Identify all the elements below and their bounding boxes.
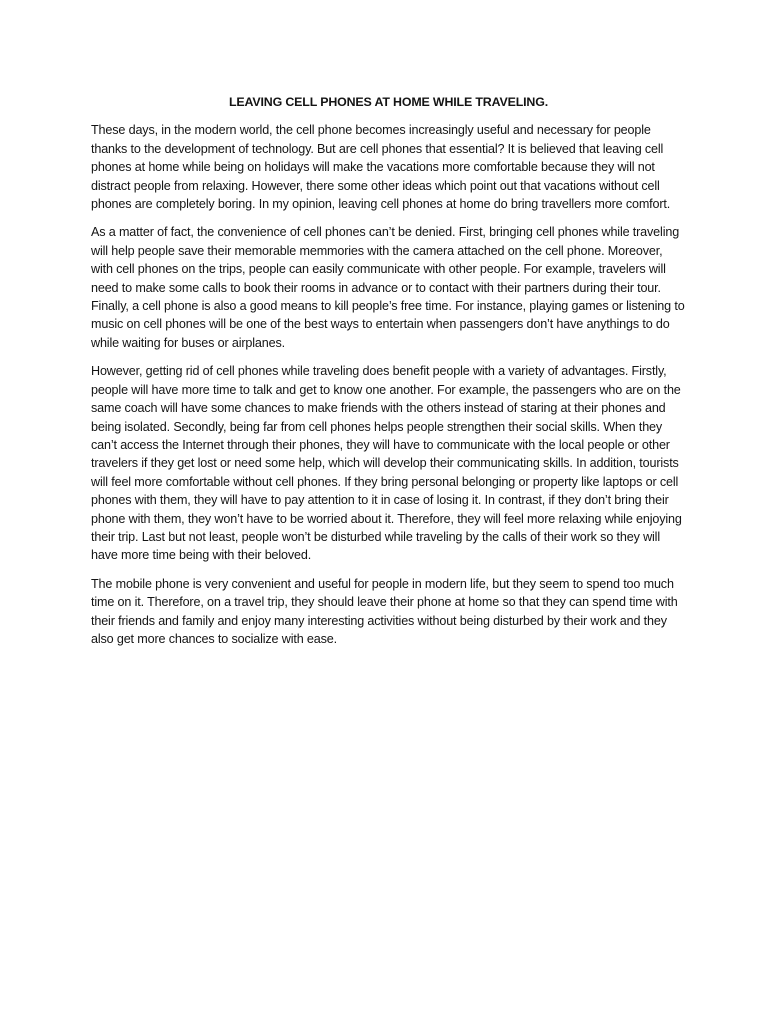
paragraph-conclusion: The mobile phone is very convenient and useful for people in modern life, but they seem to spend too much time on it. Therefore, on a travel trip, they should leave their phone at home so that they can spend time with their friends and family and enjoy many interesting activities without being disturbed by their work and they also get more chances to socialize with ease. bbox=[91, 576, 678, 646]
paragraph-advantages: However, getting rid of cell phones while traveling does benefit people with a variety of advantages. Firstly, people will have more time to talk and get to know one another. For example, the passengers who are on the same coach will have some chances to make friends with the others instead of staring at their phones and being isolated. Secondly, being far from cell phones helps people strengthen their social skills. When they can’t access the Internet through their phones, they will have to communicate with the local people or other travelers if they get lost or need some help, which will develop their communicating skills. In addition, tourists will feel more comfortable without cell phones. If they bring personal belonging or property like laptops or cell phones with them, they will have to pay attention to it in case of losing it. In contrast, if they don’t bring their phone with them, they won’t have to be worried about it. Therefore, they will feel more relaxing while enjoying their trip. Last but not least, people won’t be disturbed while traveling by the calls of their work so they will have more time being with their beloved. bbox=[91, 364, 682, 563]
document-title: LEAVING CELL PHONES AT HOME WHILE TRAVELING. bbox=[228, 95, 548, 109]
paragraph-introduction: These days, in the modern world, the cell phone becomes increasingly useful and necessary for people thanks to the development of technology. But are cell phones that essential? It is believed that leaving cell phones at home while being on holidays will make the vacations more comfortable because they will not distract people from relaxing. However, there some other ideas which point out that vacations without cell phones are completely boring. In my opinion, leaving cell phones at home do bring travellers more comfort. bbox=[91, 123, 671, 212]
paragraph-convenience: As a matter of fact, the convenience of cell phones can’t be denied. First, bringing cell phones while traveling will help people save their memorable memmories with the camera attached on the cell phone. Moreover, with cell phones on the trips, people can easily communicate with other people. For example, travelers will need to make some calls to book their rooms in advance or to contact with their partners during their tour. Finally, a cell phone is also a good means to kill people’s free time. For instance, playing games or listening to music on cell phones will be one of the best ways to entertain when passengers don’t have anythings to do while waiting for buses or airplanes. bbox=[91, 225, 685, 350]
document-body bbox=[91, 93, 686, 658]
